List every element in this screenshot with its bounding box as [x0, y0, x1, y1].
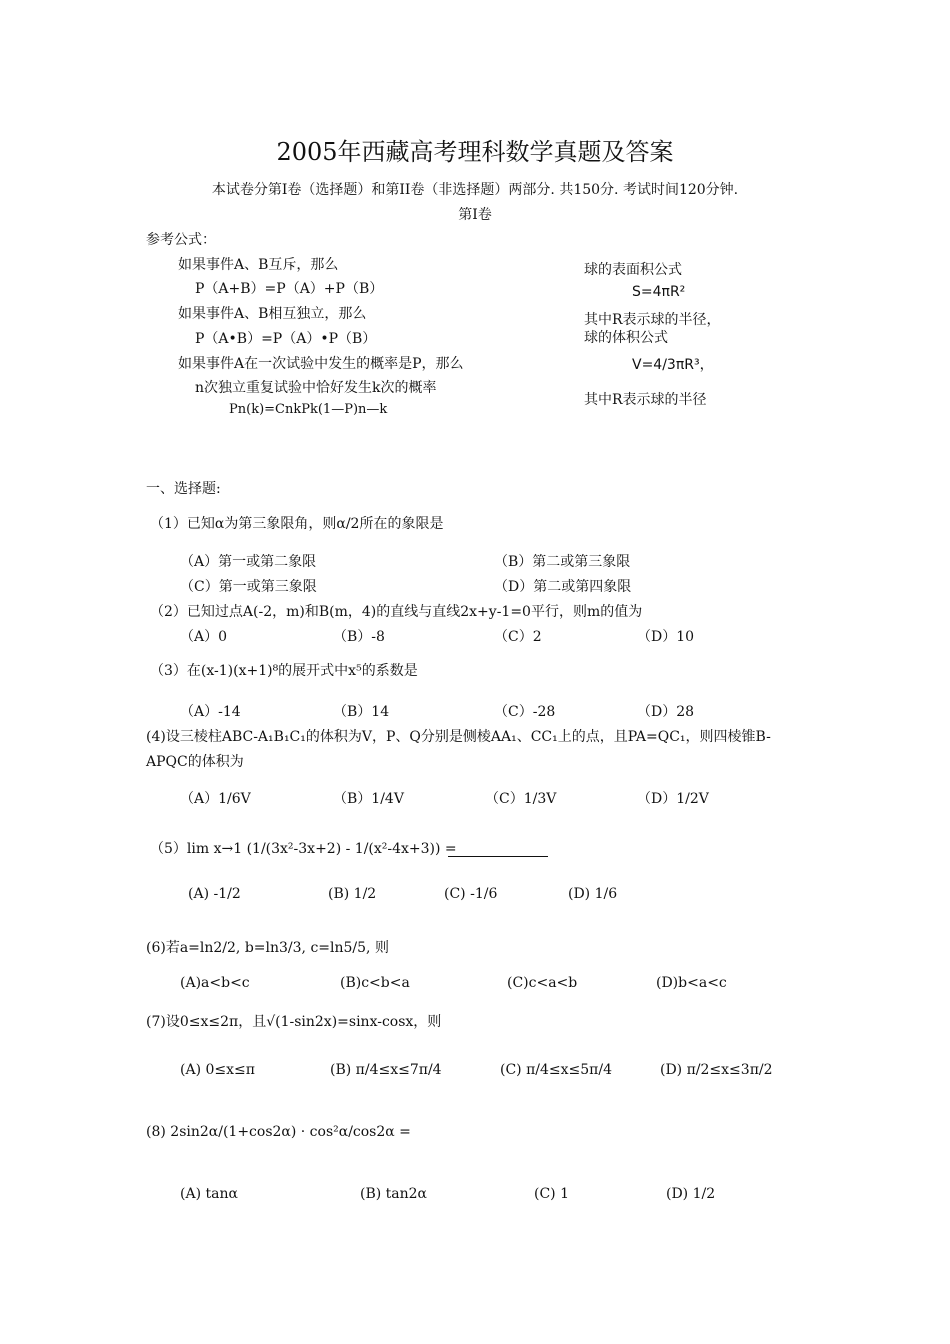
formula-left-5: 如果事件A在一次试验中发生的概率是P，那么	[178, 356, 464, 372]
formula-right-2: S=4πR²	[632, 284, 686, 300]
q7-option-d: (D) π/2≤x≤3π/2	[660, 1062, 773, 1078]
q5-option-b: (B) 1/2	[328, 886, 377, 902]
formula-heading: 参考公式：	[146, 232, 216, 248]
formula-left-7: Pn(k)=CnkPk(1—P)n—k	[229, 402, 388, 417]
q1-option-a: （A）第一或第二象限	[180, 554, 317, 570]
q6-option-a: (A)a<b<c	[180, 975, 250, 991]
formula-right-6: 其中R表示球的半径	[584, 392, 707, 408]
formula-left-1: 如果事件A、B互斥，那么	[178, 257, 339, 273]
q1-option-c: （C）第一或第三象限	[180, 579, 317, 595]
q8-stem: (8) 2sin2α/(1+cos2α) · cos²α/cos2α =	[146, 1124, 411, 1140]
q5-option-d: (D) 1/6	[568, 886, 618, 902]
q4-option-d: （D）1/2V	[637, 791, 709, 807]
q8-option-a: (A) tanα	[180, 1186, 238, 1202]
q4-stem-line1: (4)设三棱柱ABC-A₁B₁C₁的体积为V，P、Q分别是侧棱AA₁、CC₁上的点，且PA=QC₁，则四棱锥B-	[146, 729, 771, 745]
part-heading: 第Ⅰ卷	[458, 207, 492, 223]
intro-text: 本试卷分第Ⅰ卷（选择题）和第II卷（非选择题）两部分. 共150分. 考试时间120分钟.	[211, 182, 739, 198]
q5-option-c: (C) -1/6	[444, 886, 498, 902]
q2-stem: （2）已知过点A(-2，m)和B(m，4)的直线与直线2x+y-1=0平行，则m的值为	[150, 604, 643, 620]
q2-option-a: （A）0	[180, 629, 228, 645]
q8-option-b: (B) tan2α	[360, 1186, 428, 1202]
q1-stem: （1）已知α为第三象限角，则α/2所在的象限是	[150, 516, 444, 532]
formula-left-2: P（A+B）=P（A）+P（B）	[195, 281, 384, 297]
q4-option-a: （A）1/6V	[180, 791, 251, 807]
q7-option-c: (C) π/4≤x≤5π/4	[500, 1062, 612, 1078]
formula-right-1: 球的表面积公式	[584, 262, 682, 278]
q5-option-a: (A) -1/2	[188, 886, 241, 902]
page-title: 2005年西藏高考理科数学真题及答案	[276, 138, 674, 166]
q8-option-c: (C) 1	[534, 1186, 569, 1202]
formula-left-6: n次独立重复试验中恰好发生k次的概率	[195, 380, 437, 396]
q6-option-d: (D)b<a<c	[656, 975, 727, 991]
q6-stem: (6)若a=ln2/2, b=ln3/3, c=ln5/5, 则	[146, 940, 389, 956]
q1-option-d: （D）第二或第四象限	[494, 579, 632, 595]
q7-option-a: (A) 0≤x≤π	[180, 1062, 255, 1078]
formula-right-3: 其中R表示球的半径，	[584, 312, 721, 328]
q8-option-d: (D) 1/2	[666, 1186, 716, 1202]
q4-stem-line2: APQC的体积为	[146, 754, 244, 770]
q5-answer-blank	[448, 840, 548, 857]
formula-left-4: P（A•B）=P（A）•P（B）	[195, 331, 377, 347]
formula-right-5: V=4/3πR³，	[632, 357, 714, 373]
section-heading: 一、选择题:	[146, 481, 221, 497]
q6-option-b: (B)c<b<a	[340, 975, 410, 991]
q4-option-b: （B）1/4V	[333, 791, 404, 807]
q3-option-b: （B）14	[333, 704, 390, 720]
q4-option-c: （C）1/3V	[485, 791, 557, 807]
formula-left-3: 如果事件A、B相互独立，那么	[178, 306, 367, 322]
q3-option-c: （C）-28	[494, 704, 556, 720]
q2-option-b: （B）-8	[333, 629, 385, 645]
q7-option-b: (B) π/4≤x≤7π/4	[330, 1062, 442, 1078]
q3-option-d: （D）28	[637, 704, 695, 720]
q3-option-a: （A）-14	[180, 704, 241, 720]
q3-stem: （3）在(x-1)(x+1)⁸的展开式中x⁵的系数是	[150, 663, 418, 679]
formula-right-4: 球的体积公式	[584, 330, 668, 346]
q5-stem: （5）lim x→1 (1/(3x²-3x+2) - 1/(x²-4x+3)) =	[150, 841, 457, 857]
q2-option-c: （C）2	[494, 629, 542, 645]
q6-option-c: (C)c<a<b	[507, 975, 578, 991]
q1-option-b: （B）第二或第三象限	[494, 554, 631, 570]
q7-stem: (7)设0≤x≤2π，且√(1-sin2x)=sinx-cosx，则	[146, 1014, 442, 1030]
q2-option-d: （D）10	[637, 629, 695, 645]
